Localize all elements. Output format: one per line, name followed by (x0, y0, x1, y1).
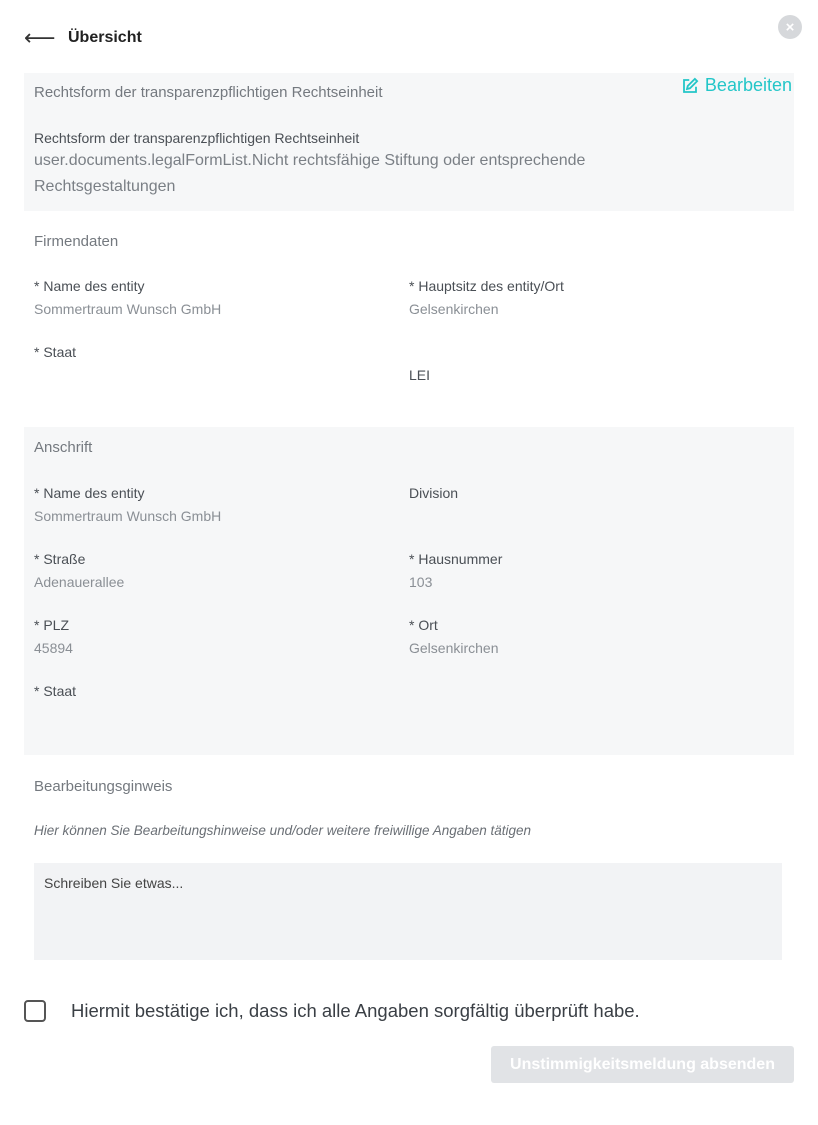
legal-form-value: user.documents.legalFormList.Nicht rechtsfähige Stiftung oder entsprechende Rechtsgestaltungen (34, 152, 586, 195)
company-lei-label: LEI (409, 367, 431, 383)
section-title: Rechtsform der transparenzpflichtigen Rechtseinheit (34, 84, 383, 101)
edit-label: Bearbeiten (704, 75, 792, 95)
address-street-value: Adenauerallee (34, 574, 125, 590)
address-city-label: * Ort (409, 617, 438, 633)
company-name-label: * Name des entity (34, 278, 145, 294)
confirm-label[interactable]: Hiermit bestätige ich, dass ich alle Angaben sorgfältig überprüft habe. (71, 1000, 640, 1021)
company-seat-value: Gelsenkirchen (409, 301, 499, 317)
close-icon: × (785, 18, 795, 36)
address-house-value: 103 (409, 574, 433, 590)
address-street-label: * Straße (34, 551, 86, 567)
page-title: Übersicht (68, 29, 142, 46)
confirm-row (24, 1000, 640, 1022)
edit-button[interactable] (681, 75, 792, 96)
address-name-value: Sommertraum Wunsch GmbH (34, 508, 222, 524)
address-zip-value: 45894 (34, 640, 73, 656)
address-section (24, 427, 794, 755)
company-name-value: Sommertraum Wunsch GmbH (34, 301, 222, 317)
section-title: Bearbeitungsginweis (34, 778, 173, 795)
editing-note-hint: Hier können Sie Bearbeitungshinweise und/oder weitere freiwillige Angaben tätigen (34, 823, 532, 838)
company-country-label: * Staat (34, 344, 77, 360)
arrow-left-icon[interactable]: ⟵ (24, 25, 56, 50)
address-zip-label: * PLZ (34, 617, 70, 633)
address-city-value: Gelsenkirchen (409, 640, 499, 656)
legal-form-label: Rechtsform der transparenzpflichtigen Rechtseinheit (34, 130, 360, 146)
section-title: Firmendaten (34, 233, 119, 250)
address-country-label: * Staat (34, 683, 77, 699)
confirm-checkbox[interactable] (24, 1000, 46, 1022)
address-division-label: Division (409, 485, 459, 501)
company-seat-label: * Hauptsitz des entity/Ort (409, 278, 564, 294)
edit-icon (681, 77, 699, 95)
header (24, 26, 142, 50)
editing-note-input[interactable] (34, 863, 782, 960)
close-button[interactable] (778, 15, 802, 39)
section-title: Anschrift (34, 439, 93, 456)
editing-note-section (24, 760, 794, 965)
address-house-label: * Hausnummer (409, 551, 503, 567)
legal-form-section (24, 73, 794, 211)
address-name-label: * Name des entity (34, 485, 145, 501)
submit-discrepancy-button[interactable]: Unstimmigkeitsmeldung absenden (491, 1046, 794, 1083)
company-data-section (24, 214, 794, 418)
